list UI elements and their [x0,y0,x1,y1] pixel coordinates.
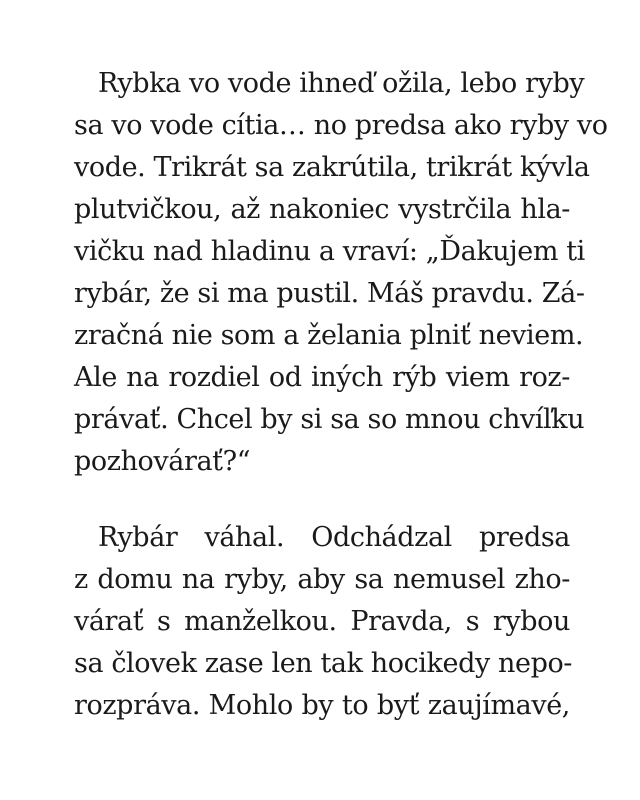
paragraph-line: sa človek zase len tak hocikedy nepo- [74,648,573,679]
paragraph-line: právať. Chcel by si sa so mnou chvíľku [74,404,585,435]
paragraph-line: rybár, že si ma pustil. Máš pravdu. Zá- [74,278,585,309]
paragraph-line: Rybka vo vode ihneď ožila, lebo ryby [98,68,585,99]
paragraph-line: zračná nie som a želania plniť neviem. [74,320,584,351]
paragraph-line: vičku nad hladinu a vraví: „Ďakujem ti [74,236,585,267]
paragraph-line: sa vo vode cítia… no predsa ako ryby vo [74,110,608,141]
paragraph-line: rozpráva. Mohlo by to byť zaujímavé, [74,690,570,721]
paragraph-line: Rybár váhal. Odchádzal predsa [98,522,570,553]
paragraph-line: pozhovárať?“ [74,446,251,477]
paragraph-line: várať s manželkou. Pravda, s rybou [74,606,570,637]
paragraph-2 [74,517,573,727]
paragraph-line: plutvičkou, až nakoniec vystrčila hla- [74,194,570,225]
paragraph-line: Ale na rozdiel od iných rýb viem roz- [74,362,570,393]
paragraph-1 [74,63,608,483]
paragraph-line: z domu na ryby, aby sa nemusel zho- [74,564,570,595]
paragraph-line: vode. Trikrát sa zakrútila, trikrát kývla [74,152,590,183]
